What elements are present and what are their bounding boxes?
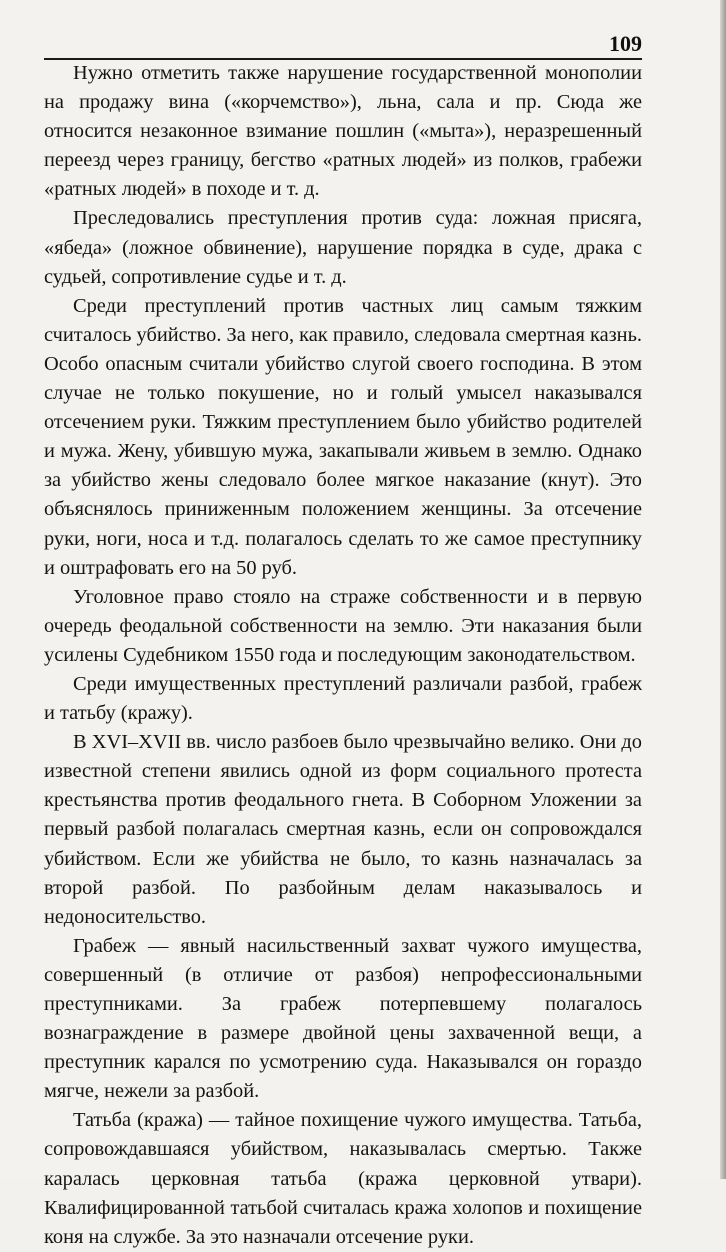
paragraph: В XVI–XVII вв. число разбоев было чрезвычайно велико. Они до известной степени явились одной из форм социального протеста крестьянства против феодального гнета. В Соборном Уложении за первый разбой полагалась смертная казнь, если он сопровождался убийством. Если же убийства не было, то казнь назначалась за второй разбой. По разбойным делам наказывалось и недоносительство. (44, 731, 642, 928)
paragraph: Среди имущественных преступлений различали разбой, грабеж и татьбу (кражу). (44, 672, 642, 725)
paragraph: Среди преступлений против частных лиц самым тяжким считалось убийство. За него, как правило, следовала смертная казнь. Особо опасным считали убийство слугой своего господина. В этом случае не только покушение, но и голый умысел наказывался отсечением руки. Тяжким преступлением было убийство родителей и мужа. Жену, убившую мужа, закапывали живьем в землю. Однако за убийство жены следовало более мягкое наказание (кнут). Это объяснялось приниженным положением женщины. За отсечение руки, ноги, носа и т.д. полагалось сделать то же самое преступнику и оштрафовать его на 50 руб. (44, 294, 642, 579)
paragraph: Преследовались преступления против суда: ложная присяга, «ябеда» (ложное обвинение), нарушение порядка в суде, драка с судьей, сопротивление судье и т. д. (44, 207, 642, 288)
page-number: 109 (609, 31, 642, 56)
paragraph: Нужно отметить также нарушение государственной монополии на продажу вина («корчемство»), льна, сала и пр. Сюда же относится незаконное взимание пошлин («мыта»), неразрешенный переезд через границу, бегство «ратных людей» из полков, грабежи «ратных людей» в походе и т. д. (44, 62, 642, 201)
body-text (44, 59, 642, 1252)
paragraph: Уголовное право стояло на страже собственности и в первую очередь феодальной собственности на землю. Эти наказания были усилены Судебником 1550 года и последующим законодательством. (44, 585, 642, 666)
paragraph: Грабеж — явный насильственный захват чужого имущества, совершенный (в отличие от разбоя) непрофессиональными преступниками. За грабеж потерпевшему полагалось вознаграждение в размере двойной цены захваченной вещи, а преступник карался по усмотрению суда. Наказывался он гораздо мягче, нежели за разбой. (44, 934, 642, 1103)
paragraph: Татьба (кража) — тайное похищение чужого имущества. Татьба, сопровождавшаяся убийством, наказывалась смертью. Также каралась церковная татьба (кража церковной утвари). Квалифицированной татьбой считалась кража холопов и похищение коня на службе. За это назначали отсечение руки. (44, 1109, 642, 1248)
page-edge-shadow (720, 0, 726, 1179)
